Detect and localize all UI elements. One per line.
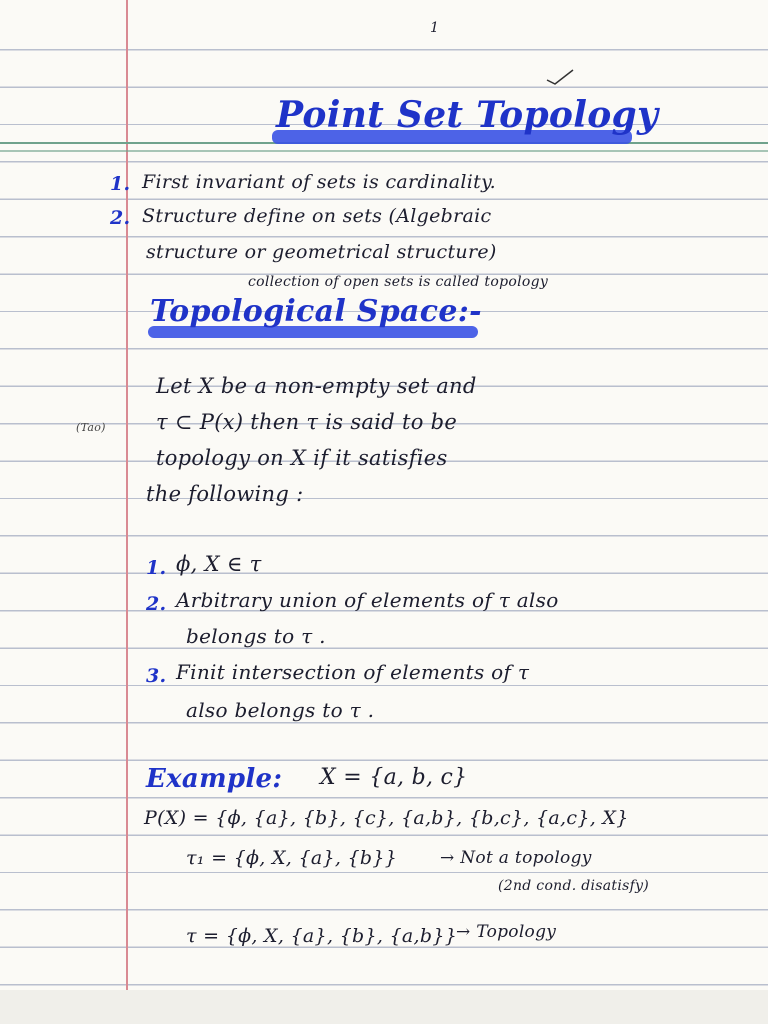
- margin-line: [126, 0, 128, 990]
- condition-3-continued: also belongs to τ .: [186, 698, 375, 722]
- condition-3-text: Finit intersection of elements of τ: [176, 660, 530, 684]
- page-bottom-edge: [0, 990, 768, 1024]
- definition-line-1: Let X be a non-empty set and: [156, 374, 477, 398]
- example-power-set: P(X) = {ϕ, {a}, {b}, {c}, {a,b}, {b,c}, {a,c}, X}: [144, 807, 629, 829]
- page-number: 1: [430, 20, 440, 36]
- condition-2-text: Arbitrary union of elements of τ also: [176, 588, 559, 612]
- intro-item-1-number: 1.: [110, 173, 131, 195]
- condition-1-text: ϕ, X ∈ τ: [176, 552, 262, 576]
- example-tau-1: τ₁ = {ϕ, X, {a}, {b}}: [186, 847, 398, 869]
- condition-3-number: 3.: [146, 665, 167, 687]
- example-tau-1-result: → Not a topology: [440, 848, 592, 868]
- condition-1-number: 1.: [146, 557, 167, 579]
- definition-line-2: τ ⊂ P(x) then τ is said to be: [156, 410, 458, 434]
- check-mark-icon: [545, 66, 575, 86]
- definition-line-3: topology on X if it satisfies: [156, 446, 448, 470]
- example-tau-1-reason: (2nd cond. disatisfy): [498, 878, 650, 894]
- example-set-definition: X = {a, b, c}: [320, 765, 468, 790]
- intro-item-1-text: First invariant of sets is cardinality.: [142, 171, 496, 193]
- intro-item-2-line-1: Structure define on sets (Algebraic: [142, 205, 492, 227]
- title-rule-2: [0, 150, 768, 152]
- margin-note: (Tao): [76, 421, 106, 434]
- page-title: Point Set Topology: [276, 94, 659, 136]
- example-tau-2-result: → Topology: [456, 922, 557, 942]
- example-tau-2: τ = {ϕ, X, {a}, {b}, {a,b}}: [186, 925, 458, 947]
- definition-line-4: the following :: [146, 482, 304, 506]
- condition-2-continued: belongs to τ .: [186, 624, 326, 648]
- section-heading: Topological Space:-: [150, 294, 482, 329]
- condition-2-number: 2.: [146, 593, 167, 615]
- example-label: Example:: [146, 764, 283, 794]
- intro-item-2-number: 2.: [110, 207, 131, 229]
- intro-item-2-line-2: structure or geometrical structure): [146, 241, 497, 263]
- collection-note: collection of open sets is called topology: [248, 274, 549, 290]
